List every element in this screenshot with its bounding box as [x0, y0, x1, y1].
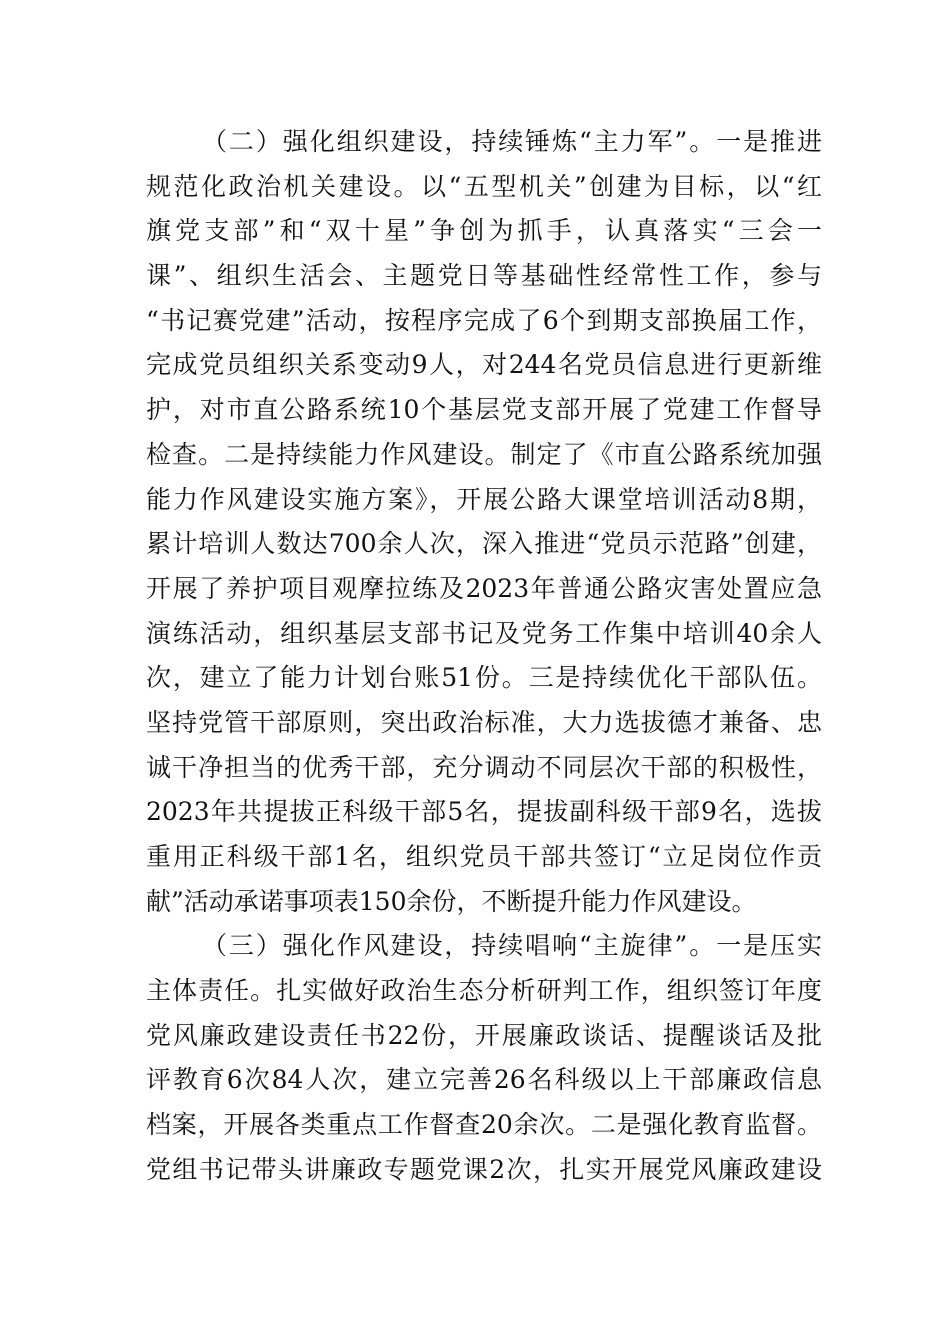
text-line: 规范化政治机关建设。以“五型机关”创建为目标，以“红 [146, 171, 822, 201]
text-line: “书记赛党建”活动，按程序完成了6个到期支部换届工作， [146, 305, 822, 335]
text-line: 能力作风建设实施方案》，开展公路大课堂培训活动8期， [146, 484, 822, 514]
text-line: 重用正科级干部1名，组织党员干部共签订“立足岗位作贡 [146, 842, 822, 871]
text-line: 评教育6次84人次，建立完善26名科级以上干部廉政信息 [146, 1065, 822, 1095]
paragraph-work-style [146, 924, 822, 1192]
text-line: 档案，开展各类重点工作督查20余次。二是强化教育监督。 [146, 1110, 822, 1140]
text-line: 诚干净担当的优秀干部，充分调动不同层次干部的积极性， [146, 752, 822, 782]
text-line: 检查。二是持续能力作风建设。制定了《市直公路系统加强 [146, 439, 822, 469]
text-line: 次，建立了能力计划台账51份。三是持续优化干部队伍。 [146, 663, 822, 693]
text-line: 旗党支部”和“双十星”争创为抓手，认真落实“三会一 [146, 216, 822, 246]
text-line: 坚持党管干部原则，突出政治标准，大力选拔德才兼备、忠 [146, 707, 822, 737]
text-line: 献”活动承诺事项表150余份，不断提升能力作风建设。 [146, 886, 757, 916]
text-line: （三）强化作风建设，持续唱响“主旋律”。一是压实 [202, 931, 822, 961]
text-line: 累计培训人数达700余人次，深入推进“党员示范路”创建， [146, 529, 822, 559]
text-line: 完成党员组织关系变动9人，对244名党员信息进行更新维 [146, 350, 822, 380]
text-line: 党风廉政建设责任书22份，开展廉政谈话、提醒谈话及批 [146, 1020, 822, 1050]
text-line: 课”、组织生活会、主题党日等基础性经常性工作，参与 [146, 261, 822, 291]
text-line: 主体责任。扎实做好政治生态分析研判工作，组织签订年度 [146, 976, 822, 1006]
text-line: 党组书记带头讲廉政专题党课2次，扎实开展党风廉政建设 [146, 1154, 822, 1184]
text-line: （二）强化组织建设，持续锤炼“主力军”。一是推进 [202, 127, 822, 156]
text-line: 演练活动，组织基层支部书记及党务工作集中培训40余人 [146, 618, 822, 648]
paragraph-organization [146, 120, 822, 924]
text-line: 开展了养护项目观摩拉练及2023年普通公路灾害处置应急 [146, 573, 822, 603]
text-line: 护，对市直公路系统10个基层党支部开展了党建工作督导 [146, 395, 822, 425]
text-line: 2023年共提拔正科级干部5名，提拔副科级干部9名，选拔 [146, 797, 822, 827]
document-body [146, 120, 822, 1193]
